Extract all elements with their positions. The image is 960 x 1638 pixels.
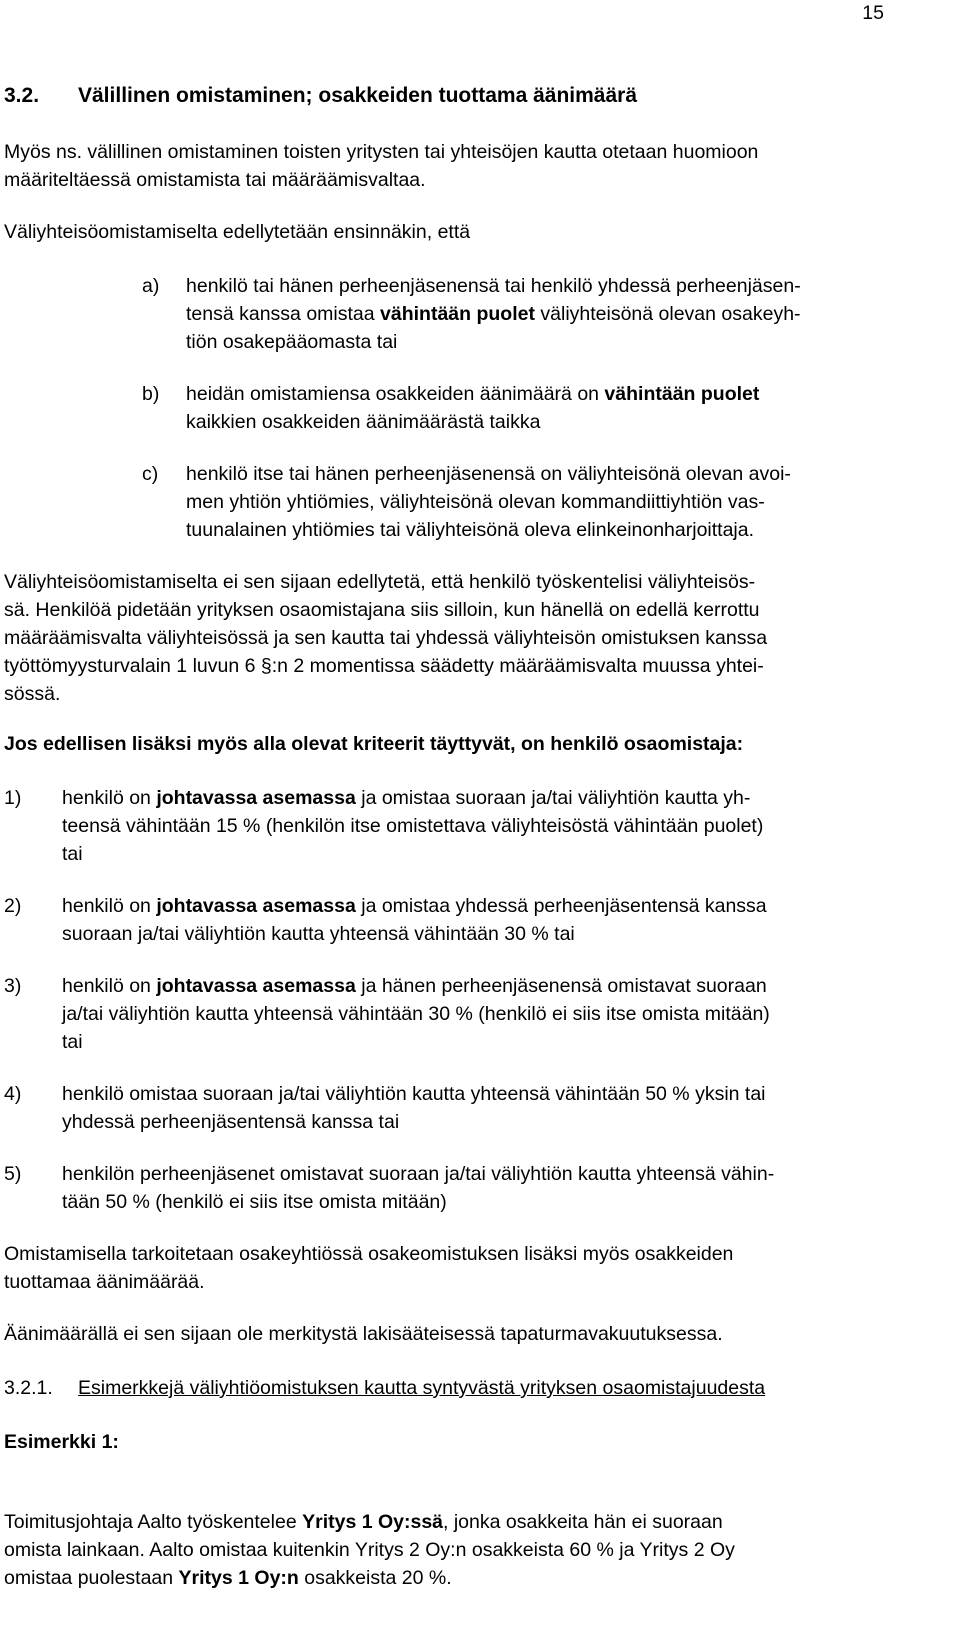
- text-line: suoraan ja/tai väliyhtiön kautta yhteensä vähintään 30 % tai: [62, 923, 575, 945]
- paragraph-3: [4, 1240, 733, 1296]
- text-line: tuottamaa äänimäärää.: [4, 1271, 205, 1293]
- text-line: työttömyysturvalain 1 luvun 6 §:n 2 momentissa säädetty määräämisvalta muussa yhtei-: [4, 655, 764, 677]
- text-line: Väliyhteisöomistamiselta ei sen sijaan edellytetä, että henkilö työskentelisi väliyhteisös-: [4, 571, 756, 593]
- list-label: 4): [4, 1083, 22, 1105]
- intro-paragraph: [4, 138, 758, 194]
- emphasis-text: Yritys 1 Oy:n: [178, 1567, 299, 1589]
- text-line: tään 50 % (henkilö ei siis itse omista mitään): [62, 1191, 447, 1213]
- text-line: tai: [62, 1031, 83, 1053]
- condition-heading: Väliyhteisöomistamiselta edellytetään ensinnäkin, että: [4, 221, 471, 243]
- text-line: Toimitusjohtaja Aalto työskentelee Yritys 1 Oy:ssä, jonka osakkeita hän ei suoraan: [4, 1511, 723, 1533]
- list-label: 2): [4, 895, 22, 917]
- paragraph-2: [4, 568, 767, 708]
- text-line: tensä kanssa omistaa vähintään puolet väliyhteisönä olevan osakeyh-: [186, 303, 801, 325]
- example-paragraph: [4, 1508, 735, 1592]
- text-line: tuunalainen yhtiömies tai väliyhteisönä oleva elinkeinonharjoittaja.: [186, 519, 755, 541]
- page-number: 15: [862, 2, 884, 24]
- emphasis-text: Yritys 1 Oy:ssä: [302, 1511, 444, 1533]
- text-line: yhdessä perheenjäsentensä kanssa tai: [62, 1111, 400, 1133]
- text-line: henkilö omistaa suoraan ja/tai väliyhtiön kautta yhteensä vähintään 50 % yksin tai: [62, 1083, 766, 1105]
- emphasis-text: johtavassa asemassa: [156, 975, 356, 997]
- text-line: henkilö itse tai hänen perheenjäsenensä on väliyhteisönä olevan avoi-: [186, 463, 791, 485]
- subsection-heading: [4, 1374, 765, 1402]
- text-line: Myös ns. välillinen omistaminen toisten yritysten tai yhteisöjen kautta otetaan huomioon: [4, 141, 759, 163]
- section-number: 3.2.: [4, 84, 40, 107]
- text-line: men yhtiön yhtiömies, väliyhteisönä olevan kommandiittiyhtiön vas-: [186, 491, 765, 513]
- example-heading: Esimerkki 1:: [4, 1431, 119, 1453]
- text-line: teensä vähintään 15 % (henkilön itse omistettava väliyhteisöstä vähintään puolet): [62, 815, 764, 837]
- emphasis-text: johtavassa asemassa: [156, 787, 356, 809]
- text-line: määräämisvalta väliyhteisössä ja sen kautta tai yhdessä väliyhteisön omistuksen kanssa: [4, 627, 768, 649]
- criteria-heading: Jos edellisen lisäksi myös alla olevat kriteerit täyttyvät, on henkilö osaomistaja:: [4, 733, 744, 755]
- text-line: kaikkien osakkeiden äänimäärästä taikka: [186, 411, 541, 433]
- text-line: sössä.: [4, 683, 61, 705]
- list-label: b): [142, 383, 160, 405]
- list-label: 3): [4, 975, 22, 997]
- list-label: 5): [4, 1163, 22, 1185]
- list-label: a): [142, 275, 160, 297]
- text-line: henkilö on johtavassa asemassa ja hänen perheenjäsenensä omistavat suoraan: [62, 975, 767, 997]
- paragraph-4: Äänimäärällä ei sen sijaan ole merkitystä lakisääteisessä tapaturmavakuutuksessa.: [4, 1323, 723, 1345]
- text-line: tai: [62, 843, 83, 865]
- list-label: 1): [4, 787, 22, 809]
- text-line: määriteltäessä omistamista tai määräämisvaltaa.: [4, 169, 426, 191]
- subsection-title: Esimerkkejä väliyhtiöomistuksen kautta syntyvästä yrityksen osaomistajuudesta: [78, 1377, 766, 1399]
- section-heading: [4, 84, 637, 108]
- emphasis-text: vähintään puolet: [604, 383, 760, 405]
- text-line: sä. Henkilöä pidetään yrityksen osaomistajana siis silloin, kun hänellä on edellä kerrottu: [4, 599, 760, 621]
- text-line: tiön osakepääomasta tai: [186, 331, 398, 353]
- text-line: henkilön perheenjäsenet omistavat suoraan ja/tai väliyhtiön kautta yhteensä vähin-: [62, 1163, 775, 1185]
- list-label: c): [142, 463, 159, 485]
- text-line: ja/tai väliyhtiön kautta yhteensä vähintään 30 % (henkilö ei siis itse omista mitään): [62, 1003, 770, 1025]
- emphasis-text: vähintään puolet: [380, 303, 535, 325]
- text-line: heidän omistamiensa osakkeiden äänimäärä on vähintään puolet: [186, 383, 760, 405]
- emphasis-text: johtavassa asemassa: [156, 895, 356, 917]
- text-line: henkilö on johtavassa asemassa ja omistaa yhdessä perheenjäsentensä kanssa: [62, 895, 767, 917]
- text-line: henkilö tai hänen perheenjäsenensä tai henkilö yhdessä perheenjäsen-: [186, 275, 801, 297]
- text-line: Omistamisella tarkoitetaan osakeyhtiössä osakeomistuksen lisäksi myös osakkeiden: [4, 1243, 734, 1265]
- section-title: Välillinen omistaminen; osakkeiden tuottama äänimäärä: [78, 84, 638, 107]
- text-line: omistaa puolestaan Yritys 1 Oy:n osakkeista 20 %.: [4, 1567, 452, 1589]
- text-line: omista lainkaan. Aalto omistaa kuitenkin Yritys 2 Oy:n osakkeista 60 % ja Yritys 2 Oy: [4, 1539, 735, 1561]
- subsection-number: 3.2.1.: [4, 1377, 53, 1399]
- text-line: henkilö on johtavassa asemassa ja omistaa suoraan ja/tai väliyhtiön kautta yh-: [62, 787, 751, 809]
